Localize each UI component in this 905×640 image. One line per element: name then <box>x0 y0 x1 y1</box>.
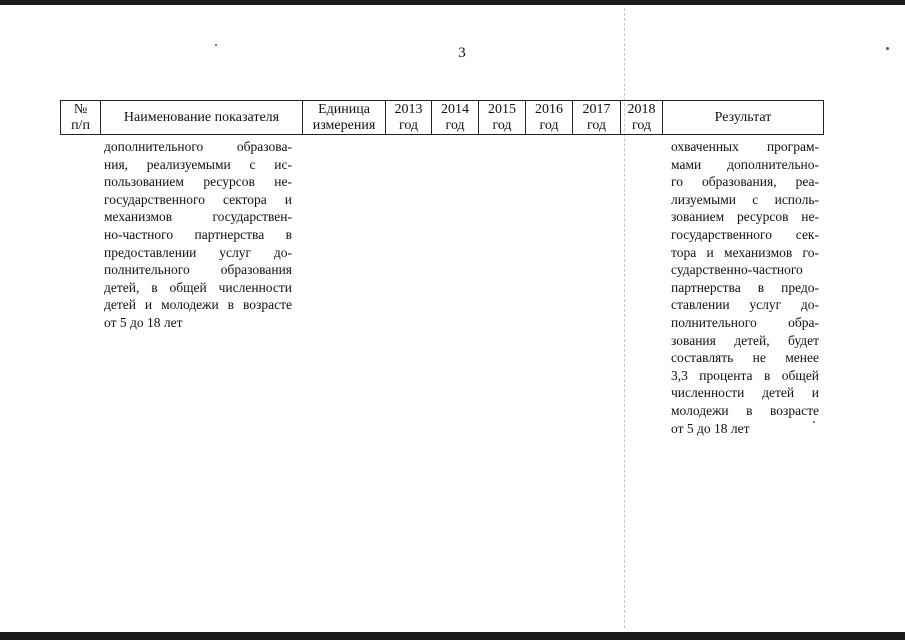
indicator-name-line: детей, в общей численности <box>104 279 292 295</box>
result-line: сударственно-частного <box>671 262 803 278</box>
result-line: полнительного обра- <box>671 314 819 330</box>
scan-edge-bottom <box>0 632 905 640</box>
indicator-name-line: полнительного образования <box>104 262 292 278</box>
result-line: государственного сек- <box>671 226 819 242</box>
result-line: от 5 до 18 лет <box>671 420 750 436</box>
indicator-name-line: пользованием ресурсов не- <box>104 174 292 190</box>
header-result: Результат <box>663 101 824 135</box>
header-year: 2017 год <box>573 101 621 135</box>
result-line: численности детей и <box>671 385 819 401</box>
result-text <box>671 138 819 437</box>
header-year: 2013 год <box>386 101 432 135</box>
indicator-name-line: дополнительного образова- <box>104 139 292 154</box>
indicator-name-text <box>104 138 292 332</box>
header-year: 2018 год <box>621 101 663 135</box>
result-line: зованием ресурсов не- <box>671 209 819 225</box>
result-line: 3,3 процента в общей <box>671 367 819 383</box>
result-line: молодежи в возрасте <box>671 402 819 418</box>
header-year: 2014 год <box>432 101 479 135</box>
header-name: Наименование показателя <box>101 101 303 135</box>
header-year: 2015 год <box>479 101 526 135</box>
header-unit: Единица измерения <box>303 101 386 135</box>
header-year: 2016 год <box>526 101 573 135</box>
result-line: тора и механизмов го- <box>671 244 819 260</box>
indicator-name-line: от 5 до 18 лет <box>104 314 183 330</box>
indicator-name-line: ния, реализуемыми с ис- <box>104 156 292 172</box>
indicator-table-header <box>60 100 824 135</box>
result-line: партнерства в предо- <box>671 279 819 295</box>
indicator-name-line: детей и молодежи в возрасте <box>104 297 292 313</box>
header-row <box>61 101 824 135</box>
indicator-name-line: но-частного партнерства в <box>104 226 292 242</box>
result-line: зования детей, будет <box>671 332 819 348</box>
result-line: лизуемыми с исполь- <box>671 191 819 207</box>
indicator-name-line: предоставлении услуг до- <box>104 244 292 260</box>
result-line: охваченных програм- <box>671 139 819 154</box>
scan-speck <box>886 47 889 50</box>
page-number: 3 <box>458 45 466 61</box>
indicator-name-line: государственного сектора и <box>104 191 292 207</box>
result-line: ставлении услуг до- <box>671 297 819 313</box>
result-line: го образования, реа- <box>671 174 819 190</box>
indicator-name-line: механизмов государствен- <box>104 209 292 225</box>
result-line: мами дополнительно- <box>671 156 819 172</box>
result-line: составлять не менее <box>671 350 819 366</box>
scan-speck <box>215 44 217 46</box>
header-num: № п/п <box>61 101 101 135</box>
scan-edge-top <box>0 0 905 5</box>
